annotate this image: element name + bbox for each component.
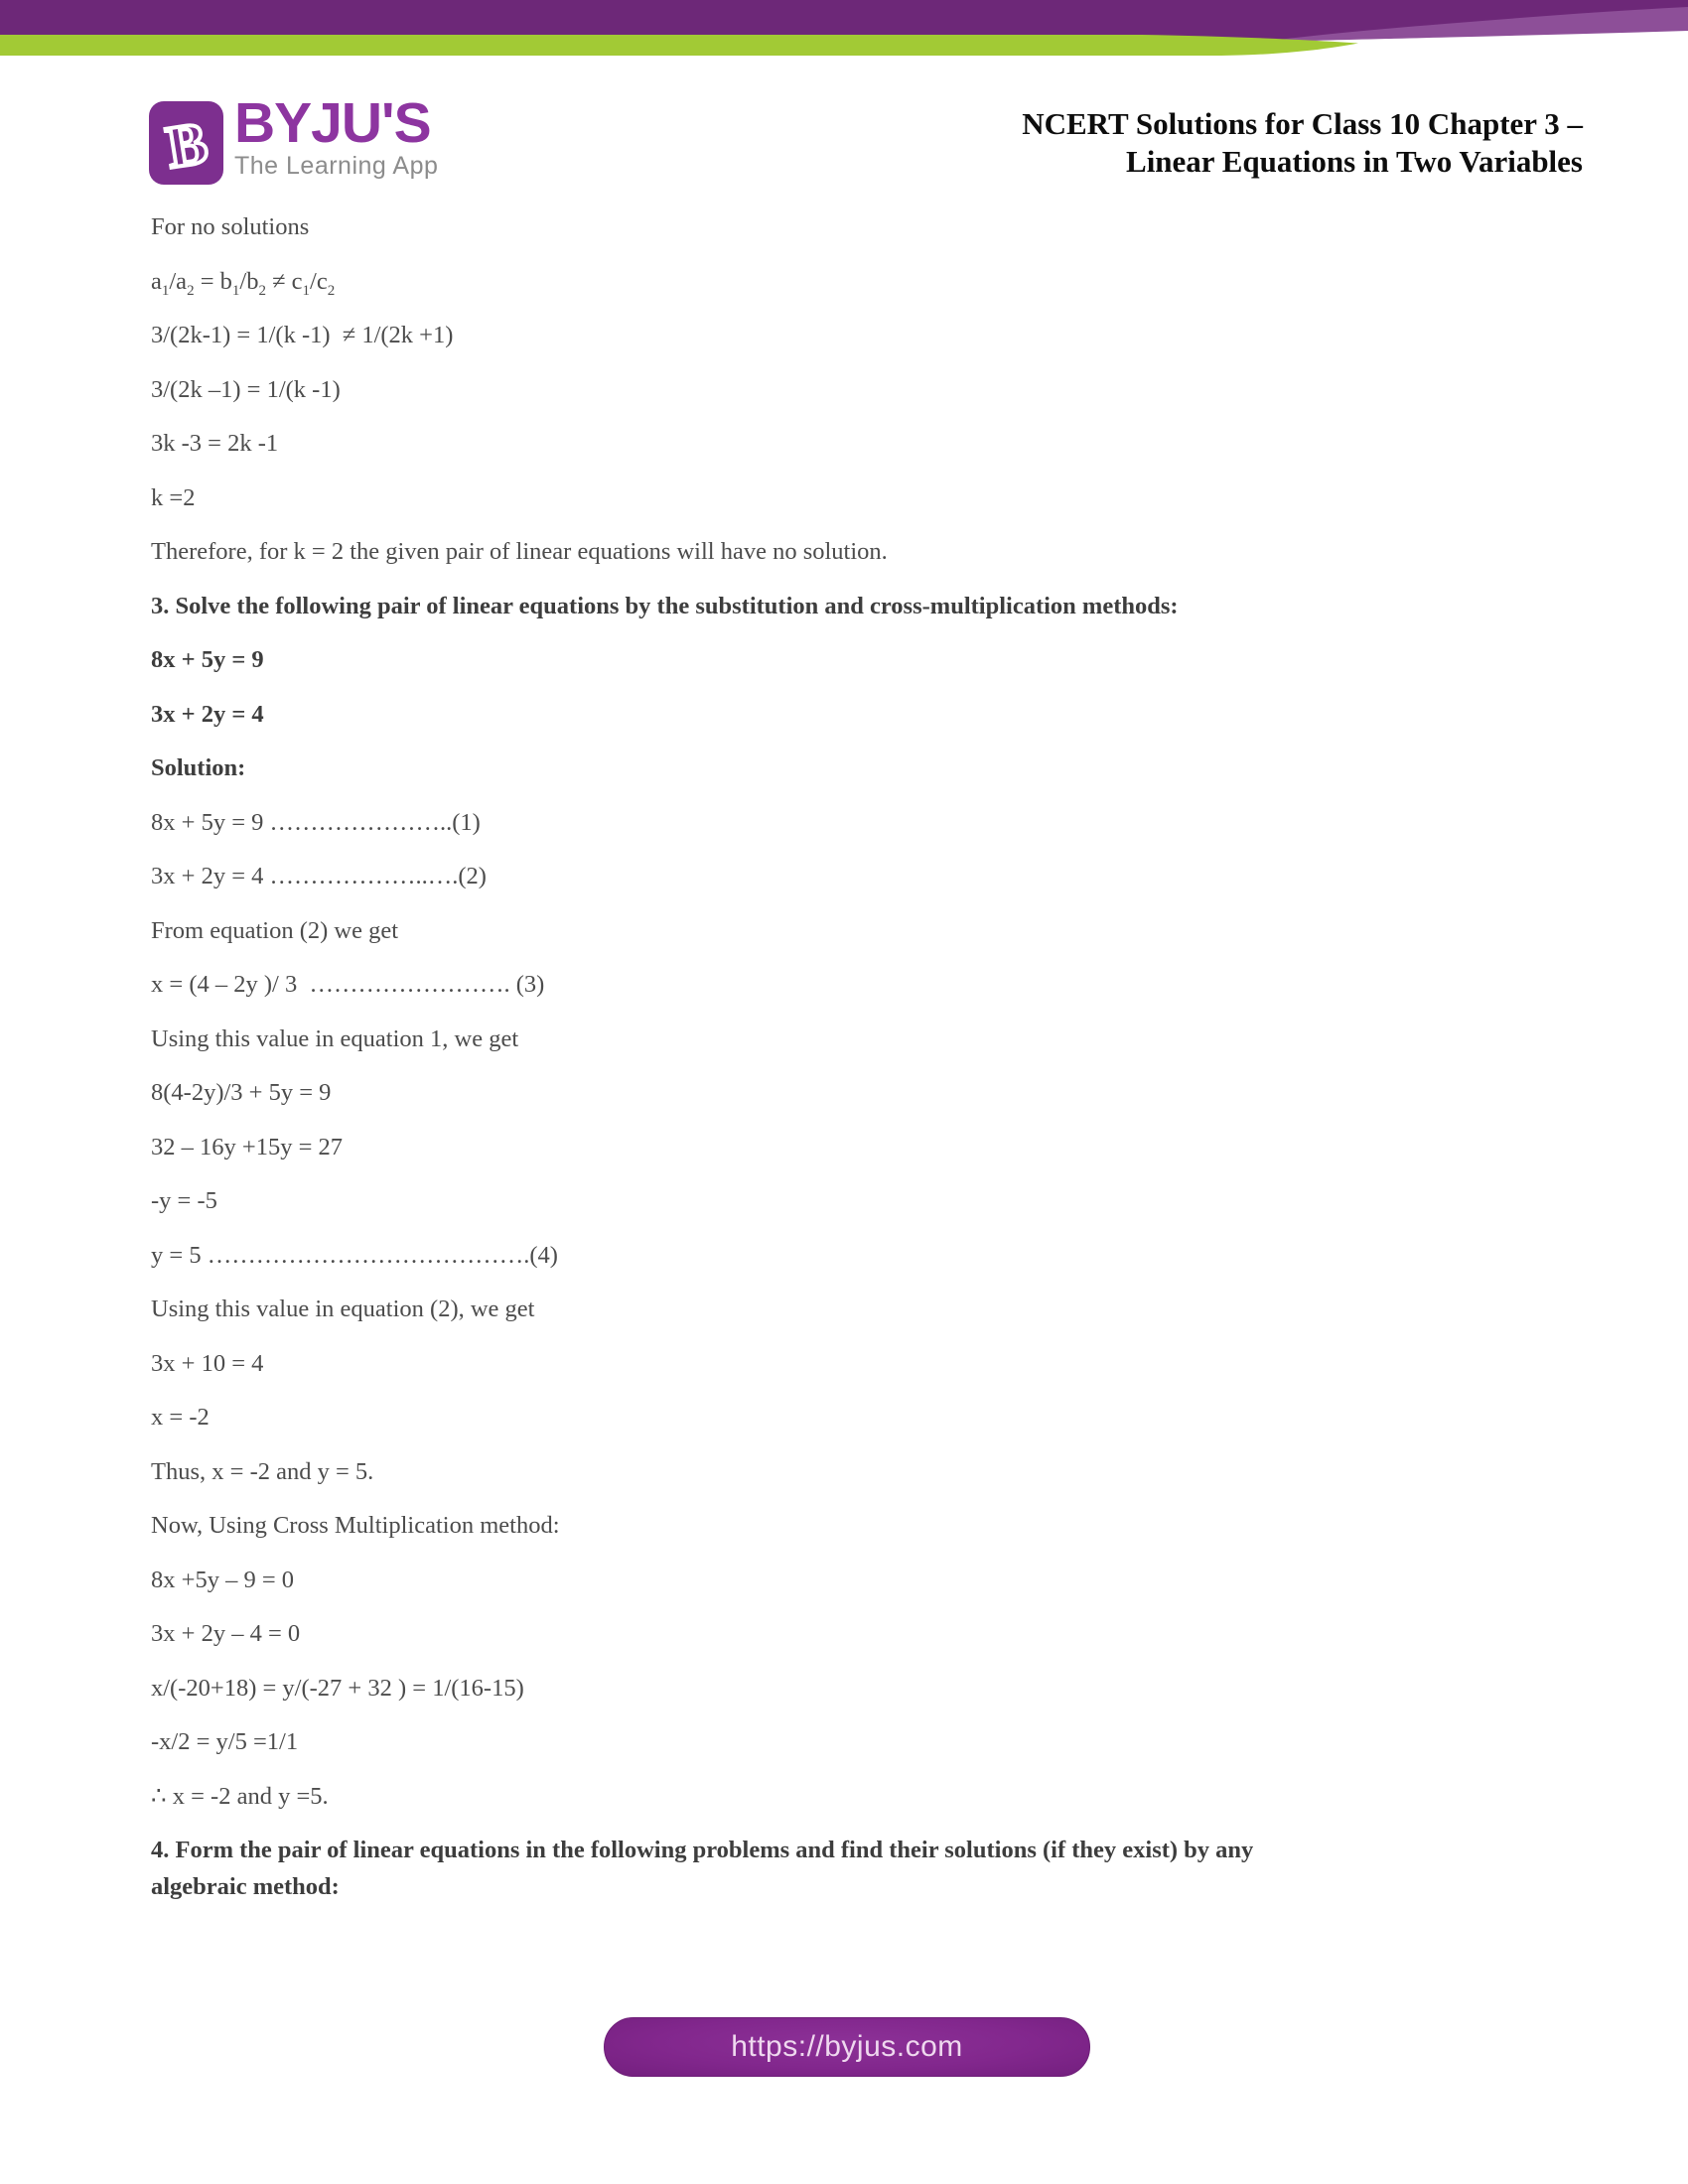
- text-line: Using this value in equation (2), we get: [151, 1296, 535, 1322]
- question-3-heading: 3. Solve the following pair of linear equations by the substitution and cross-multiplication methods:: [151, 592, 1179, 619]
- header-stripe-green: [0, 35, 1358, 56]
- byjus-wordmark: BYJU'S: [234, 91, 431, 155]
- equation-line: 3x + 2y = 4 ………………..….(2): [151, 863, 487, 889]
- equation-line: 3/(2k-1) = 1/(k -1) ≠ 1/(2k +1): [151, 322, 454, 348]
- byjus-b-icon: [148, 99, 225, 187]
- equation-line: 3x + 2y = 4: [151, 700, 264, 728]
- equation-line: x = -2: [151, 1404, 210, 1431]
- text-line: Thus, x = -2 and y = 5.: [151, 1457, 374, 1485]
- equation-line: x = (4 – 2y )/ 3 ……………………. (3): [151, 971, 545, 998]
- text-line: Therefore, for k = 2 the given pair of linear equations will have no solution.: [151, 538, 888, 565]
- text-line: Using this value in equation 1, we get: [151, 1024, 519, 1052]
- equation-line: 3x + 10 = 4: [151, 1349, 264, 1377]
- svg-text:B: B: [162, 109, 212, 181]
- equation-line: y = 5 ………………………………….(4): [151, 1241, 558, 1269]
- equation-line: -y = -5: [151, 1187, 217, 1214]
- byjus-url-label: https://byjus.com: [731, 2030, 963, 2063]
- equation-line: 8(4-2y)/3 + 5y = 9: [151, 1079, 332, 1106]
- byjus-url-button[interactable]: [604, 2017, 1090, 2077]
- equation-line: k =2: [151, 483, 196, 511]
- equation-line: x/(-20+18) = y/(-27 + 32 ) = 1/(16-15): [151, 1674, 524, 1702]
- text-line: From equation (2) we get: [151, 916, 399, 944]
- text-line: Now, Using Cross Multiplication method:: [151, 1512, 560, 1539]
- solution-label: Solution:: [151, 754, 246, 781]
- equation-line: -x/2 = y/5 =1/1: [151, 1728, 299, 1755]
- byjus-logo: [148, 91, 439, 187]
- page-title-line1: NCERT Solutions for Class 10 Chapter 3 –: [1022, 106, 1583, 141]
- equation-line: 3/(2k –1) = 1/(k -1): [151, 375, 341, 403]
- equation-line: 8x +5y – 9 = 0: [151, 1566, 295, 1593]
- equation-line: 32 – 16y +15y = 27: [151, 1133, 344, 1160]
- question-4-heading: 4. Form the pair of linear equations in the following problems and find their solutions (if they exist) by any: [151, 1837, 1254, 1863]
- equation-line: 3k -3 = 2k -1: [151, 430, 279, 457]
- solution-text: [151, 212, 1601, 1902]
- text-line: For no solutions: [151, 213, 310, 240]
- byjus-tagline: The Learning App: [234, 152, 439, 180]
- page-title-line2: Linear Equations in Two Variables: [1126, 144, 1583, 179]
- equation-line: 8x + 5y = 9: [151, 646, 264, 673]
- equation-line-subscripts: $a_1/a_2 = b_1/b_2 \ne c_1/c_2$: [151, 267, 336, 299]
- equation-line: 3x + 2y – 4 = 0: [151, 1620, 301, 1647]
- question-4-heading-line2: algebraic method:: [151, 1873, 340, 1900]
- page-title: [1022, 105, 1583, 181]
- equation-line: 8x + 5y = 9 …………………..(1): [151, 808, 481, 836]
- equation-line: ∴ x = -2 and y =5.: [151, 1782, 329, 1810]
